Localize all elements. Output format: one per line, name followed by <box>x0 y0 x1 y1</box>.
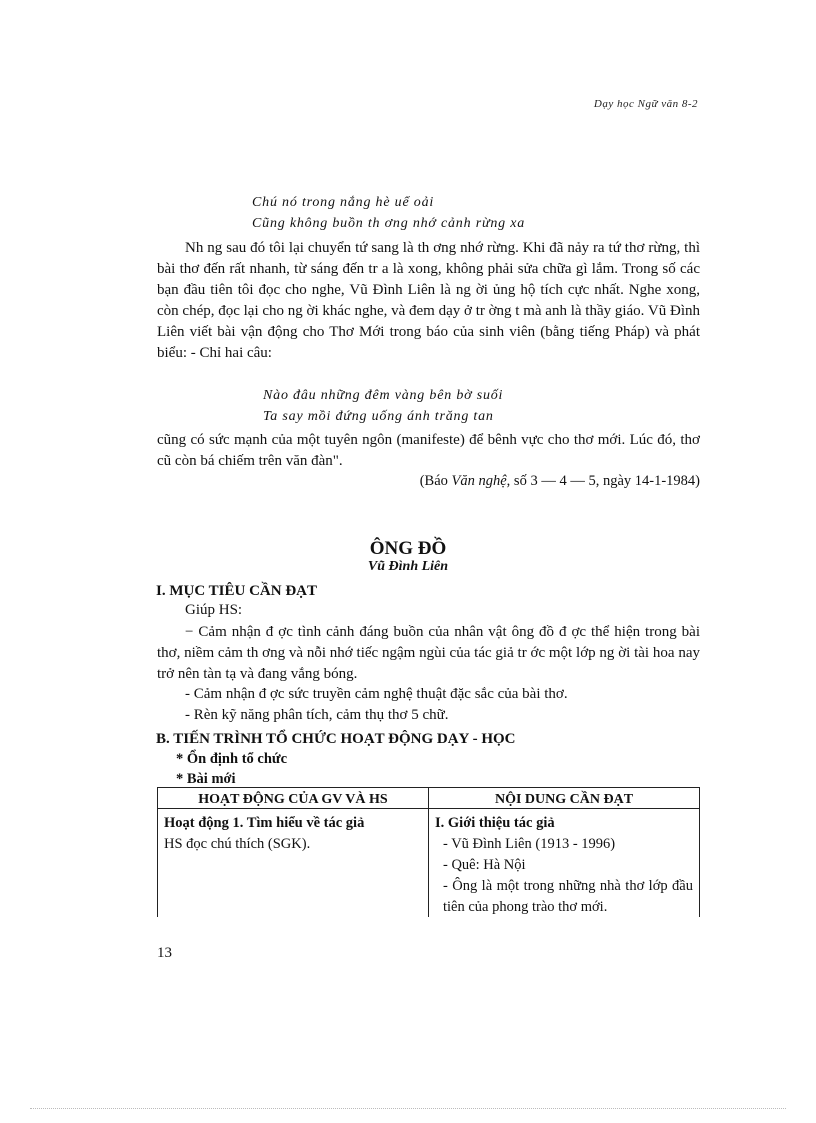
paragraph-2: cũng có sức mạnh của một tuyên ngôn (manifeste) để bênh vực cho thơ mới. Lúc đó, thơ cũ còn bá chiếm trên văn đàn". <box>157 432 700 469</box>
activity-1-title: Hoạt động 1. Tìm hiểu về tác giả <box>164 815 365 831</box>
poem-line-4: Ta say mồi đứng uống ánh trăng tan <box>263 409 494 424</box>
page-number: 13 <box>157 945 172 961</box>
running-header: Dạy học Ngữ văn 8-2 <box>593 98 698 110</box>
poem-title: ÔNG ĐỒ <box>369 538 447 559</box>
section-process-heading: B. TIẾN TRÌNH TỔ CHỨC HOẠT ĐỘNG DẠY - HỌC <box>156 731 516 747</box>
source-suffix: , số 3 — 4 — 5, ngày 14-1-1984) <box>506 473 700 489</box>
source-journal: Văn nghệ <box>451 473 507 489</box>
objective-2: - Cảm nhận đ ợc sức truyền cảm nghệ thuật đặc sắc của bài thơ. <box>185 686 568 702</box>
activity-table <box>157 787 700 921</box>
content-item-1: - Vũ Đình Liên (1913 - 1996) <box>443 836 616 852</box>
objectives-intro: Giúp HS: <box>185 602 243 618</box>
page-bottom-border <box>30 1108 786 1109</box>
source-citation <box>420 473 700 490</box>
poem-author: Vũ Đình Liên <box>367 559 449 574</box>
cell-content <box>429 809 700 922</box>
table-cutoff <box>150 917 710 925</box>
source-prefix: (Báo <box>419 473 452 489</box>
poem-line-1: Chú nó trong nắng hè uể oải <box>252 195 435 210</box>
col-header-content: NỘI DUNG CẦN ĐẠT <box>429 788 700 809</box>
poem-line-3: Nào đâu những đêm vàng bên bờ suối <box>263 388 504 403</box>
step-organization: * Ổn định tổ chức <box>176 751 288 767</box>
poem-line-2: Cũng không buồn th ơng nhớ cảnh rừng xa <box>252 216 526 231</box>
objective-1 <box>157 622 700 685</box>
content-heading: I. Giới thiệu tác giả <box>435 815 555 831</box>
step-new-lesson: * Bài mới <box>176 771 236 787</box>
section-objectives-heading: I. MỤC TIÊU CẦN ĐẠT <box>156 583 317 599</box>
narrative-paragraph <box>157 238 700 364</box>
content-item-2: - Quê: Hà Nội <box>443 857 526 873</box>
col-header-activities: HOẠT ĐỘNG CỦA GV VÀ HS <box>158 788 429 809</box>
objective-1-text: − Cảm nhận đ ợc tình cảnh đáng buồn của nhân vật ông đồ đ ợc thể hiện trong bài thơ, niềm cảm th ơng và nỗi nhớ tiếc ngậm ngùi của tác giả tr ớc một lớp ng ời tài hoa nay trở nên tàn tạ và đang vắng bóng. <box>157 624 700 682</box>
objective-3: - Rèn kỹ năng phân tích, cảm thụ thơ 5 chữ. <box>185 707 449 723</box>
paragraph-1: Nh ng sau đó tôi lại chuyển tứ sang là th ơng nhớ rừng. Khi đã nảy ra tứ thơ rừng, thì bài thơ đến rất nhanh, từ sáng đến tr a là xong, không phải sửa chữa gì lắm. Trong số các bạn đầu tiên tôi đọc cho nghe, Vũ Đình Liên là ng ời ủng hộ tích cực nhất. Nghe xong, còn chép, đọc lại cho ng ời khác nghe, và đem dạy ở tr ờng t mà anh là thầy giáo. Vũ Đình Liên viết bài vận động cho Thơ Mới trong báo của sinh viên (bằng tiếng Pháp) và phát biểu: - Chỉ hai câu: <box>157 240 700 361</box>
narrative-paragraph-2 <box>157 430 700 472</box>
activity-1-task: HS đọc chú thích (SGK). <box>164 836 311 852</box>
cell-activities <box>158 809 429 922</box>
content-item-3: - Ông là một trong những nhà thơ lớp đầu tiên của phong trào thơ mới. <box>443 878 693 915</box>
